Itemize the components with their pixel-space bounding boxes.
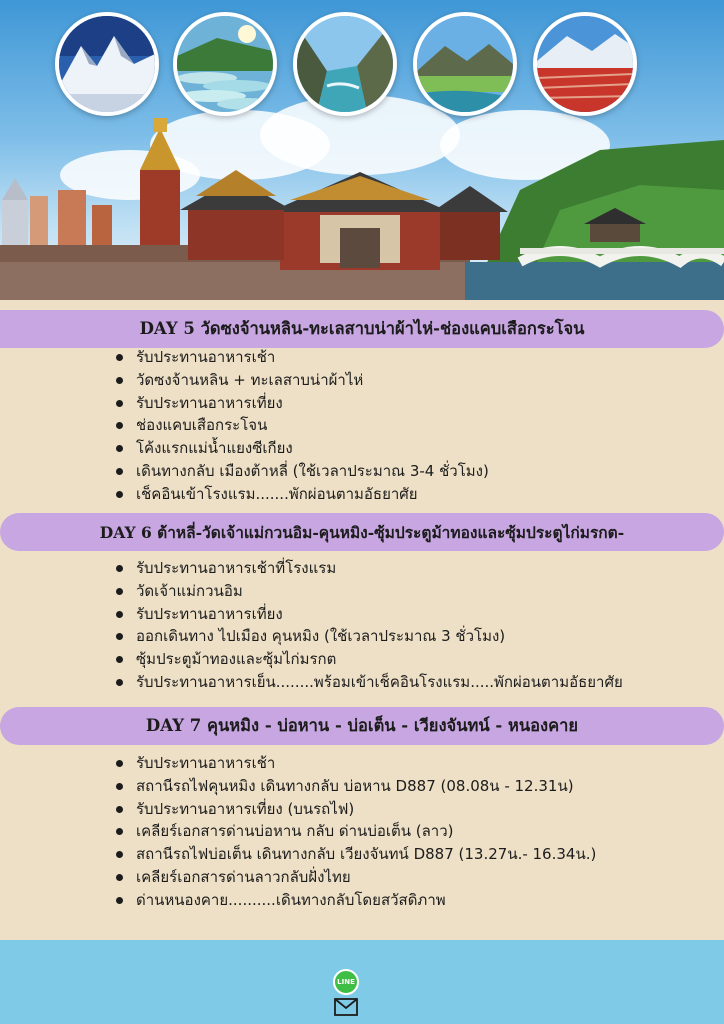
list-item: รับประทานอาหารเย็น........พร้อมเข้าเช็คอินโรงแรม.....พักผ่อนตามอัธยาศัย	[114, 671, 623, 694]
list-item: รับประทานอาหารเที่ยง	[114, 392, 489, 415]
hero-banner	[0, 0, 724, 300]
list-item: เช็คอินเข้าโรงแรม.......พักผ่อนตามอัธยาศัย	[114, 483, 489, 506]
bullet-icon	[116, 354, 123, 361]
bullet-icon	[116, 491, 123, 498]
bullet-icon	[116, 760, 123, 767]
day7-list	[114, 752, 596, 912]
bullet-icon	[116, 588, 123, 595]
list-item: เดินทางกลับ เมืองต้าหลี่ (ใช้เวลาประมาณ 3-4 ชั่วโมง)	[114, 460, 489, 483]
day6-header: DAY 6 ต้าหลี่-วัดเจ้าแม่กวนอิม-คุนหมิง-ซุ้มประตูม้าทองและซุ้มประตูไก่มรกต-	[0, 513, 724, 551]
envelope-icon	[334, 998, 358, 1016]
bullet-icon	[116, 422, 123, 429]
bullet-icon	[116, 400, 123, 407]
bullet-icon	[116, 851, 123, 858]
day7-header: DAY 7 คุนหมิง - บ่อหาน - บ่อเต็น - เวียงจันทน์ - หนองคาย	[0, 707, 724, 745]
list-item: รับประทานอาหารเช้าที่โรงแรม	[114, 557, 623, 580]
bullet-icon	[116, 874, 123, 881]
day6-list	[114, 557, 623, 694]
bullet-icon	[116, 377, 123, 384]
list-item: รับประทานอาหารเที่ยง (บนรถไฟ)	[114, 798, 596, 821]
list-item: ออกเดินทาง ไปเมือง คุนหมิง (ใช้เวลาประมาณ 3 ชั่วโมง)	[114, 625, 623, 648]
bullet-icon	[116, 633, 123, 640]
bullet-icon	[116, 679, 123, 686]
bullet-icon	[116, 806, 123, 813]
list-item: เคลียร์เอกสารด่านลาวกลับฝั่งไทย	[114, 866, 596, 889]
bullet-icon	[116, 783, 123, 790]
list-item: ซุ้มประตูม้าทองและซุ้มไก่มรกต	[114, 648, 623, 671]
bullet-icon	[116, 897, 123, 904]
yunnan-temples-skyline-icon	[0, 0, 724, 300]
list-item: โค้งแรกแม่น้ำแยงซีเกียง	[114, 437, 489, 460]
bullet-icon	[116, 828, 123, 835]
list-item: รับประทานอาหารเช้า	[114, 346, 489, 369]
bullet-icon	[116, 656, 123, 663]
list-item: ช่องแคบเสือกระโจน	[114, 414, 489, 437]
list-item: เคลียร์เอกสารด่านบ่อหาน กลับ ด่านบ่อเต็น (ลาว)	[114, 820, 596, 843]
bullet-icon	[116, 565, 123, 572]
list-item: รับประทานอาหารเที่ยง	[114, 603, 623, 626]
list-item: ด่านหนองคาย..........เดินทางกลับโดยสวัสดิภาพ	[114, 889, 596, 912]
bullet-icon	[116, 445, 123, 452]
bullet-icon	[116, 611, 123, 618]
day5-header: DAY 5 วัดซงจ้านหลิน-ทะเลสาบน่าผ้าไห่-ช่องแคบเสือกระโจน	[0, 310, 724, 348]
bullet-icon	[116, 468, 123, 475]
list-item: วัดซงจ้านหลิน + ทะเลสาบน่าผ้าไห่	[114, 369, 489, 392]
list-item: สถานีรถไฟคุนหมิง เดินทางกลับ บ่อหาน D887 (08.08น - 12.31น)	[114, 775, 596, 798]
day5-list	[114, 346, 489, 506]
list-item: สถานีรถไฟบ่อเต็น เดินทางกลับ เวียงจันทน์ D887 (13.27น.- 16.34น.)	[114, 843, 596, 866]
line-app-icon: LINE	[333, 969, 359, 995]
list-item: รับประทานอาหารเช้า	[114, 752, 596, 775]
list-item: วัดเจ้าแม่กวนอิม	[114, 580, 623, 603]
contact-footer	[0, 940, 724, 1024]
